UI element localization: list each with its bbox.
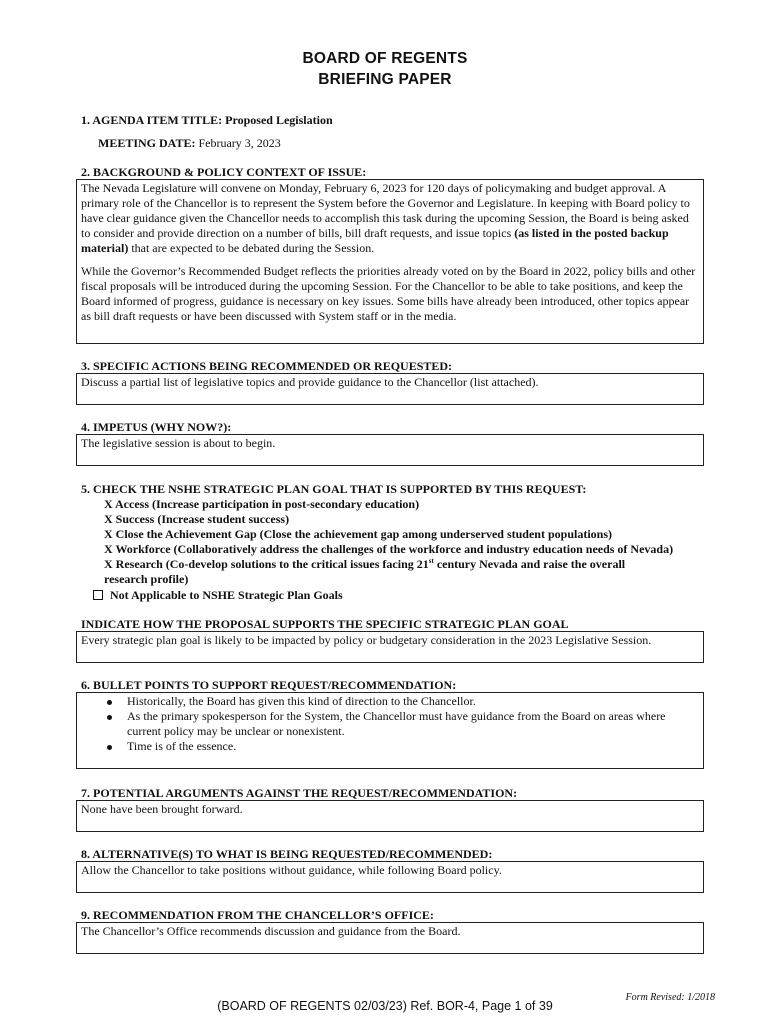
goal-research-sup: st (428, 557, 434, 565)
document-subtitle: BRIEFING PAPER (318, 71, 452, 88)
section-2-p1-text: The Nevada Legislature will convene on Monday, February 6, 2023 for 120 days of policymaking and budget approval. A primary role of the Chancellor is to represent the System before the Governor and Legislature. In keeping with Board policy to have clear guidance given the Chancellor needs to accomplish this task during the upcoming Session, the Board is being asked to consider and provide direction on a number of bills, bill draft requests, and issue topics (81, 181, 690, 240)
goal-success: X Success (Increase student success) (104, 512, 290, 526)
section-9-heading: 9. RECOMMENDATION FROM THE CHANCELLOR’S OFFICE: (81, 908, 434, 922)
list-item (81, 709, 699, 739)
section-3-body: Discuss a partial list of legislative topics and provide guidance to the Chancellor (list attached). (81, 375, 539, 389)
document-title: BOARD OF REGENTS (302, 50, 468, 67)
goal-workforce: X Workforce (Collaboratively address the challenges of the workforce and industry education needs of Nevada) (104, 542, 674, 556)
meeting-date-row (98, 136, 281, 151)
section-6-box (76, 692, 704, 769)
section-9-body: The Chancellor’s Office recommends discussion and guidance from the Board. (81, 924, 461, 938)
section-4-heading: 4. IMPETUS (WHY NOW?): (81, 420, 232, 434)
section-2-paragraph-2: While the Governor’s Recommended Budget reflects the priorities already voted on by the Board in 2022, policy bills and other fiscal proposals will be introduced during the upcoming Session. For the Chancellor to be able to take positions, and keep the Board informed of progress, guidance is necessary on key issues. Some bills have already been introduced, other topics appear as bill draft requests or have been discussed with System staff or in the media. (81, 264, 696, 323)
agenda-item-row (81, 113, 333, 128)
section-6-heading: 6. BULLET POINTS TO SUPPORT REQUEST/RECOMMENDATION: (81, 678, 457, 692)
section-2-paragraph-1 (81, 181, 699, 256)
section-2-p1-bold: (as listed in the posted backup material) (81, 226, 669, 255)
agenda-item-label: 1. AGENDA ITEM TITLE: (81, 113, 223, 127)
form-revised-note: Form Revised: 1/2018 (625, 992, 715, 1003)
not-applicable-label: Not Applicable to NSHE Strategic Plan Goals (110, 588, 343, 602)
section-3-heading: 3. SPECIFIC ACTIONS BEING RECOMMENDED OR REQUESTED: (81, 359, 453, 373)
section-2-box (76, 179, 704, 344)
section-9-box (76, 922, 704, 954)
section-7-box (76, 800, 704, 832)
bullet-icon (107, 700, 112, 705)
list-item (81, 739, 699, 754)
indicate-box (76, 631, 704, 663)
section-8-heading: 8. ALTERNATIVE(S) TO WHAT IS BEING REQUESTED/RECOMMENDED: (81, 847, 493, 861)
meeting-date-value: February 3, 2023 (198, 136, 281, 150)
section-2-p1-tail: that are expected to be debated during the Session. (128, 241, 375, 255)
goal-research-continued: research profile) (104, 572, 189, 586)
bullet-list (81, 694, 699, 754)
bullet-icon (107, 715, 112, 720)
meeting-date-label: MEETING DATE: (98, 136, 196, 150)
agenda-item-value: Proposed Legislation (225, 113, 333, 127)
section-3-box (76, 373, 704, 405)
page-footer: (BOARD OF REGENTS 02/03/23) Ref. BOR-4, Page 1 of 39 (217, 999, 553, 1013)
section-8-box (76, 861, 704, 893)
goal-research (104, 557, 625, 572)
section-4-box (76, 434, 704, 466)
not-applicable-row (93, 588, 343, 603)
list-item (81, 694, 699, 709)
indicate-body: Every strategic plan goal is likely to be impacted by policy or budgetary consideration in the 2023 Legislative Session. (81, 633, 652, 647)
goal-research-text-2: century Nevada and raise the overall (433, 557, 626, 571)
section-2-heading: 2. BACKGROUND & POLICY CONTEXT OF ISSUE: (81, 165, 367, 179)
section-8-body: Allow the Chancellor to take positions without guidance, while following Board policy. (81, 863, 502, 877)
bullet-text: As the primary spokesperson for the System, the Chancellor must have guidance from the Board on areas where current policy may be unclear or nonexistent. (127, 709, 666, 738)
bullet-text: Time is of the essence. (127, 739, 237, 753)
goal-achievement-gap: X Close the Achievement Gap (Close the achievement gap among underserved student populations) (104, 527, 612, 541)
bullet-text: Historically, the Board has given this kind of direction to the Chancellor. (127, 694, 476, 708)
indicate-heading: INDICATE HOW THE PROPOSAL SUPPORTS THE SPECIFIC STRATEGIC PLAN GOAL (81, 617, 569, 631)
section-7-body: None have been brought forward. (81, 802, 243, 816)
goal-access: X Access (Increase participation in post-secondary education) (104, 497, 420, 511)
goal-research-text: X Research (Co-develop solutions to the critical issues facing 21 (104, 557, 429, 571)
not-applicable-checkbox[interactable] (93, 590, 103, 600)
section-4-body: The legislative session is about to begin. (81, 436, 276, 450)
section-7-heading: 7. POTENTIAL ARGUMENTS AGAINST THE REQUEST/RECOMMENDATION: (81, 786, 518, 800)
section-5-heading: 5. CHECK THE NSHE STRATEGIC PLAN GOAL THAT IS SUPPORTED BY THIS REQUEST: (81, 482, 587, 496)
bullet-icon (107, 745, 112, 750)
